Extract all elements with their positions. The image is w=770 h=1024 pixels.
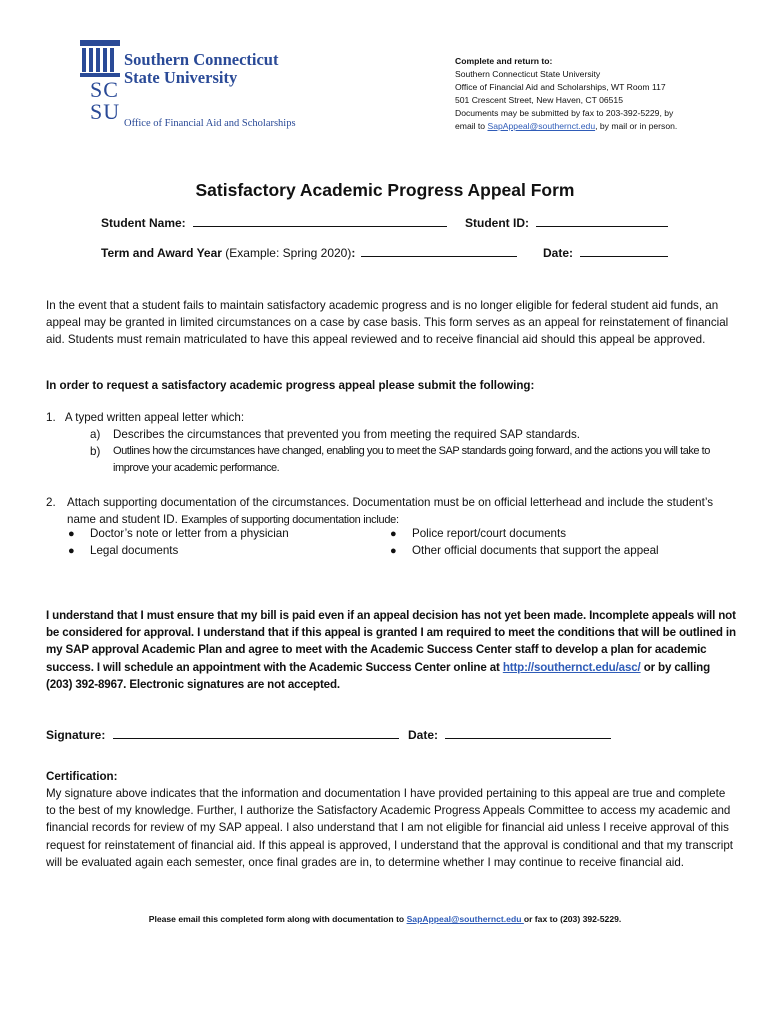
item1-number: 1. xyxy=(46,411,56,424)
item1-a-label: a) xyxy=(90,428,101,441)
certification-text: My signature above indicates that the information and documentation I have provided pertaining to this appeal are true and complete to the best of my knowledge. Further, I authorize the Satisfactory Academic Progress Appeals Committee to access my academic and financial records for review of my SAP appeal. I also understand that I am not eligible for financial aid unless I receive approval of this request for reinstatement of financial aid. If this appeal is approved, I understand that the approval is conditional and that my transcript will be evaluated again each semester, once final grades are in, to determine whether I may continue to receive financial aid. xyxy=(46,787,734,869)
bullet-icon: ● xyxy=(68,528,75,540)
item2 xyxy=(46,494,736,529)
return-line: Documents may be submitted by fax to 203-392-5229, by xyxy=(455,108,674,118)
date-field[interactable] xyxy=(580,244,668,257)
logo-initials-top: SC xyxy=(90,77,119,102)
signature-field[interactable] xyxy=(113,726,399,739)
term-colon: : xyxy=(351,246,356,260)
bullet-item xyxy=(68,544,178,557)
bullet-item xyxy=(390,527,566,540)
bullet-text: Police report/court documents xyxy=(412,527,567,540)
bullet-text: Doctor’s note or letter from a physician xyxy=(90,527,289,540)
logo-university-name-line1: Southern Connecticut xyxy=(124,50,279,69)
bullet-icon: ● xyxy=(68,545,75,557)
return-line-email xyxy=(455,120,755,133)
return-email-prefix: email to xyxy=(455,121,488,131)
student-name-label: Student Name: xyxy=(101,216,186,230)
form-title: Satisfactory Academic Progress Appeal Form xyxy=(195,180,575,200)
signature-label: Signature: xyxy=(46,728,106,742)
bullet-text: Other official documents that support the appeal xyxy=(412,544,659,557)
asc-link[interactable]: http://southernct.edu/asc/ xyxy=(502,660,641,674)
signature-row xyxy=(46,726,399,742)
student-id-field[interactable] xyxy=(536,214,668,227)
signature-date-label: Date: xyxy=(408,728,439,742)
return-line: Office of Financial Aid and Scholarships, WT Room 117 xyxy=(455,82,666,92)
item2-examples: Examples of supporting documentation include: xyxy=(181,514,399,527)
bullet-item xyxy=(68,527,289,540)
logo-university-name-line2: State University xyxy=(124,68,238,87)
logo-office-name: Office of Financial Aid and Scholarships xyxy=(124,118,296,129)
item2-number: 2. xyxy=(46,496,56,509)
bullet-item xyxy=(390,544,659,557)
return-address-block xyxy=(455,55,755,133)
logo-initials-bottom: SU xyxy=(90,99,121,124)
item1-a xyxy=(90,426,730,443)
return-line: 501 Crescent Street, New Haven, CT 06515 xyxy=(455,95,623,105)
item1-text: A typed written appeal letter which: xyxy=(64,411,245,424)
intro-paragraph: In the event that a student fails to maintain satisfactory academic progress and is no longer eligible for federal student aid funds, an appeal may be granted in limited circumstances on a case by case basis. This form serves as an appeal for reinstatement of financial aid. Students must remain matriculated to have this appeal reviewed and to receive financial aid should this appeal be approved. xyxy=(46,299,729,347)
term-field[interactable] xyxy=(361,244,517,257)
item1-b xyxy=(90,443,720,477)
student-name-field[interactable] xyxy=(193,214,447,227)
date-row xyxy=(543,244,668,260)
term-example: (Example: Spring 2020) xyxy=(221,246,352,260)
footer-suffix: or fax to (203) 392-5229. xyxy=(523,914,622,924)
return-line: Southern Connecticut State University xyxy=(455,69,601,79)
signature-date-row xyxy=(408,726,611,742)
signature-date-field[interactable] xyxy=(445,726,611,739)
certification-heading: Certification: xyxy=(46,770,118,783)
acknowledgement-paragraph xyxy=(46,607,736,693)
return-email-suffix: , by mail or in person. xyxy=(595,121,678,131)
item2-text: Attach supporting documentation of the circumstances. Documentation must be on official letterhead and include the student’s name and student ID. xyxy=(67,496,713,527)
item1-b-text: Outlines how the circumstances have changed, enabling you to meet the SAP standards going forward, and the actions you will take to improve your academic performance. xyxy=(113,445,710,475)
footer-email-link[interactable]: SapAppeal@southernct.edu xyxy=(406,914,524,924)
bullet-icon: ● xyxy=(390,528,397,540)
request-heading: In order to request a satisfactory academic progress appeal please submit the following: xyxy=(46,379,535,392)
footer-note xyxy=(0,914,770,924)
date-label: Date: xyxy=(543,246,574,260)
item1-b-label: b) xyxy=(90,445,101,458)
item1 xyxy=(46,409,736,426)
acknowledgement-text: I understand that I must ensure that my bill is paid even if an appeal decision has not yet been made. Incomplete appeals will not be considered for approval. I understand that if this appeal is granted I am required to meet the conditions that will be outlined in my SAP approval Academic Plan and agree to meet with the Academic Success Center staff to develop a plan for academic success. I will schedule an appointment with the Academic Success Center online at xyxy=(46,609,736,674)
return-title: Complete and return to: xyxy=(455,56,553,66)
bullet-icon: ● xyxy=(390,545,397,557)
university-logo xyxy=(76,38,316,134)
bullet-text: Legal documents xyxy=(90,544,179,557)
item1-a-text: Describes the circumstances that prevented you from meeting the required SAP standards. xyxy=(113,428,580,441)
acknowledgement-text-after: or by calling (203) 392-8967. Electronic signatures are not accepted. xyxy=(46,660,711,691)
term-row xyxy=(101,244,517,260)
student-name-row xyxy=(101,214,447,230)
student-id-label: Student ID: xyxy=(465,216,529,230)
return-email-link[interactable]: SapAppeal@southernct.edu xyxy=(487,121,596,131)
footer-prefix: Please email this completed form along with documentation to xyxy=(148,914,407,924)
term-label: Term and Award Year xyxy=(101,246,222,260)
student-id-row xyxy=(465,214,668,230)
